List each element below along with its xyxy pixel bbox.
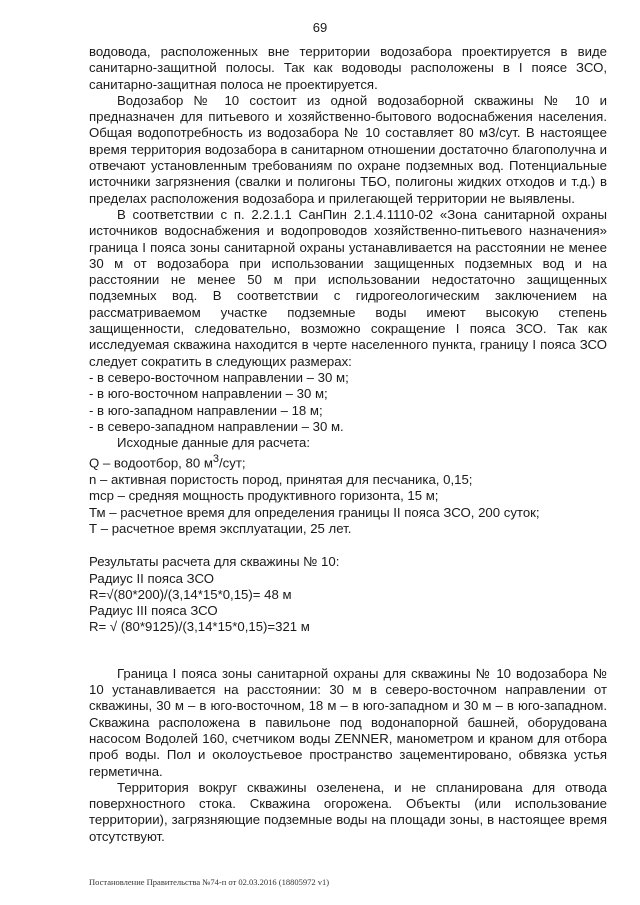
input-data-section [89, 435, 607, 537]
q-line-text: Q – водоотбор, 80 м [89, 455, 213, 471]
input-data-heading: Исходные данные для расчета: [117, 435, 311, 451]
list-item: - в северо-восточном направлении – 30 м; [89, 369, 349, 385]
input-data-item: Т – расчетное время эксплуатации, 25 лет. [89, 521, 352, 536]
radius-3-label: Радиус III пояса ЗСО [89, 603, 218, 619]
paragraph: Водозабор № 10 состоит из одной водозаборной скважины № 10 и предназначен для питьевого и хозяйственно-бытового водоснабжения населения. Общая водопотребность из водозабора № 10 составляет 80 м3/сут. В настоящее время территория водозабора в санитарном отношении достаточно благополучна и отвечают установленным требованиям по охране подземных вод. Потенциальные источники загрязнения (свалки и полигоны ТБО, полигоны жидких отходов и т.д.) в пределах расположения водозабора и прилегающей территории не выявлены. [89, 92, 607, 206]
paragraph: Граница I пояса зоны санитарной охраны для скважины № 10 водозабора № 10 устанавливается на расстоянии: 30 м в северо-восточном направлении от скважины, 30 м – в юго-восточном, 18 м – в юго-западном и 30 м – в юго-западном. Скважина расположена в павильоне под водонапорной башней, оборудована насосом Водолей 160, счетчиком воды ZENNER, манометром и краном для отбора проб воды. Пол и околоустьевое пространство зацементировано, обвязка устья герметична. [89, 665, 607, 779]
input-data-item [89, 451, 607, 472]
paragraph: Территория вокруг скважины озеленена, и не спланирована для отвода поверхностного стока. Скважина огорожена. Объекты (или использование территории), загрязняющие подземные воды на площади зоны, в настоящее время отсутствуют. [89, 779, 607, 844]
radius-2-formula: R=√(80*200)/(3,14*15*0,15)= 48 м [89, 586, 292, 602]
list-item: - в юго-западном направлении – 18 м; [89, 402, 323, 418]
results-section [89, 554, 607, 635]
radius-3-formula: R= √ (80*9125)/(3,14*15*0,15)=321 м [89, 619, 310, 635]
results-heading: Результаты расчета для скважины № 10: [89, 554, 340, 570]
list-item: - в юго-восточном направлении – 30 м; [89, 386, 328, 402]
paragraph: водовода, расположенных вне территории водозабора проектируется в виде санитарно-защитной полосы. Так как водоводы расположены в I поясе ЗСО, санитарно-защитная полоса не проектируется. [89, 44, 607, 92]
page-number: 69 [312, 20, 328, 35]
footer-note: Постановление Правительства №74-п от 02.03.2016 (18805972 v1) [89, 877, 330, 887]
direction-list [89, 370, 607, 435]
q-line-unit: /сут; [219, 455, 246, 471]
input-data-item: n – активная пористость пород, принятая для песчаника, 0,15; [89, 472, 473, 488]
q-line-superscript: 3 [212, 453, 220, 466]
input-data-item: mср – средняя мощность продуктивного горизонта, 15 м; [89, 488, 439, 504]
list-item: - в северо-западном направлении – 30 м. [89, 418, 344, 434]
radius-2-label: Радиус II пояса ЗСО [89, 570, 214, 586]
input-data-item: Тм – расчетное время для определения границы II пояса ЗСО, 200 суток; [89, 504, 540, 520]
document-body [89, 44, 607, 845]
paragraph: В соответствии с п. 2.2.1.1 СанПин 2.1.4.1110-02 «Зона санитарной охраны источников водоснабжения и водопроводов хозяйственно-питьевого назначения» граница I пояса зоны санитарной охраны устанавливается на расстоянии не менее 30 м от водозабора при использовании защищенных подземных вод и на расстоянии не менее 50 м при использовании недостаточно защищенных подземных вод. В соответствии с гидрогеологическим заключением на рассматриваемом участке подземные воды имеют высокую степень защищенности, следовательно, возможно сокращение I пояса ЗСО. Так как исследуемая скважина находится в черте населенного пункта, границу I пояса ЗСО следует сократить в следующих размерах: [89, 206, 607, 369]
